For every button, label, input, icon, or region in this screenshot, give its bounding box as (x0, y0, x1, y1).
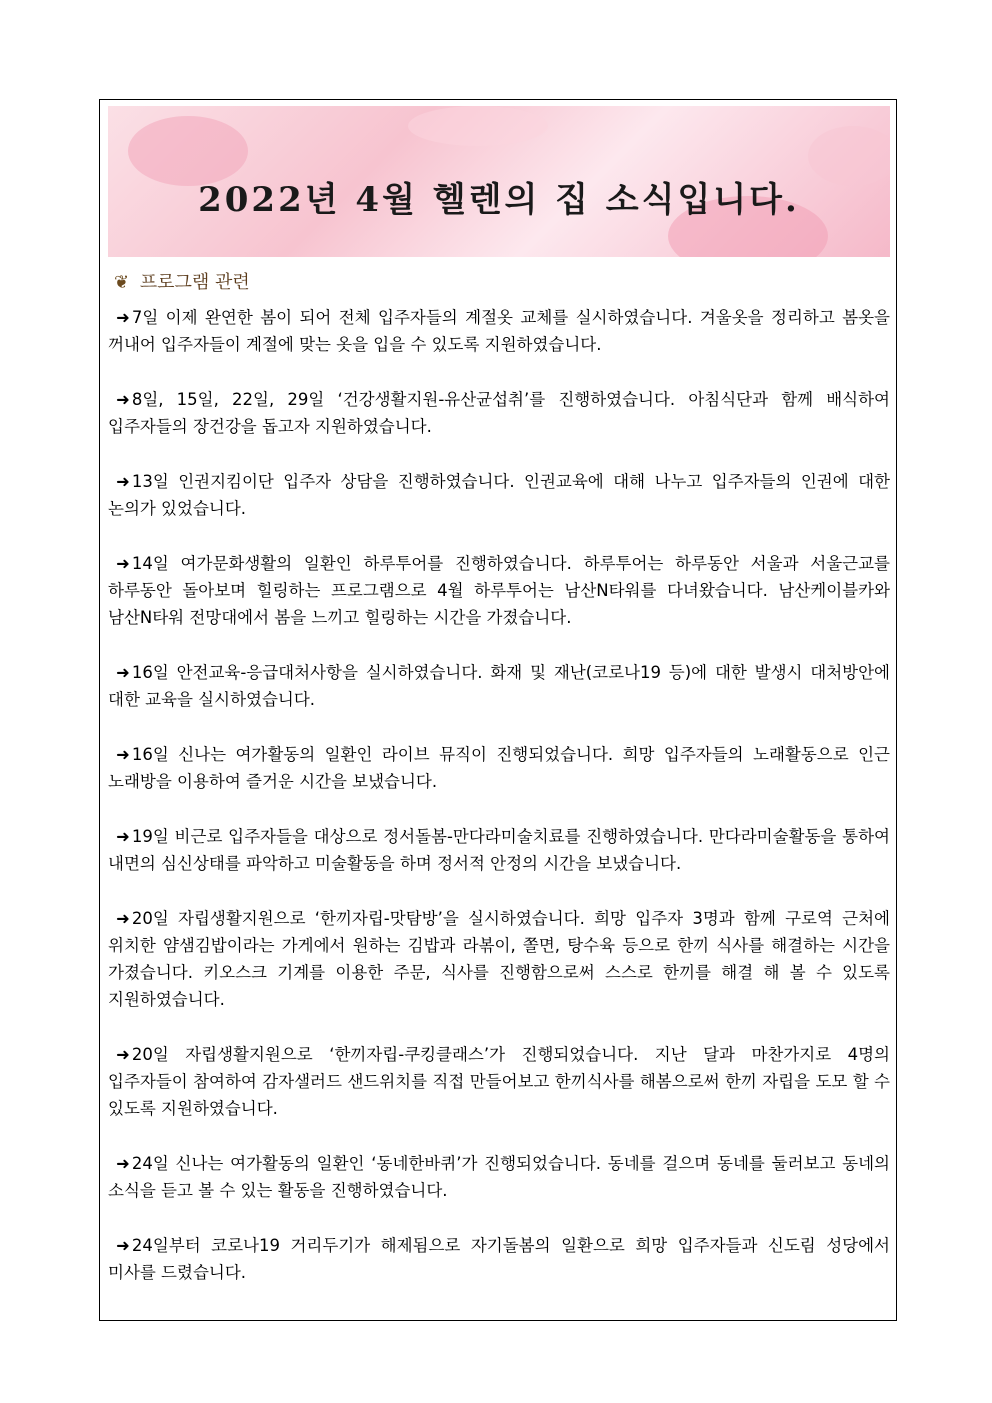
arrow-icon: ➜ (116, 472, 130, 491)
news-item: ➜ 13일 인권지킴이단 입주자 상담을 진행하였습니다. 인권교육에 대해 나누고 입주자들의 인권에 대한 논의가 있었습니다. (108, 468, 890, 522)
banner (108, 106, 890, 257)
news-item: ➜ 16일 안전교육-응급대처사항을 실시하였습니다. 화재 및 재난(코로나19 등)에 대한 발생시 대처방안에 대한 교육을 실시하였습니다. (108, 659, 890, 713)
news-item: ➜ 19일 비근로 입주자들을 대상으로 정서돌봄-만다라미술치료를 진행하였습니다. 만다라미술활동을 통하여 내면의 심신상태를 파악하고 미술활동을 하며 정서적 안정의 시간을 보냈습니다. (108, 823, 890, 877)
arrow-icon: ➜ (116, 390, 130, 409)
news-item: ➜ 7일 이제 완연한 봄이 되어 전체 입주자들의 계절옷 교체를 실시하였습니다. 겨울옷을 정리하고 봄옷을 꺼내어 입주자들이 계절에 맞는 옷을 입을 수 있도록 지원하였습니다. (108, 304, 890, 358)
arrow-icon: ➜ (116, 1236, 130, 1255)
news-item: ➜ 14일 여가문화생활의 일환인 하루투어를 진행하였습니다. 하루투어는 하루동안 서울과 서울근교를 하루동안 돌아보며 힐링하는 프로그램으로 4월 하루투어는 남산N타워를 다녀왔습니다. 남산케이블카와 남산N타워 전망대에서 봄을 느끼고 힐링하는 시간을 가졌습니다. (108, 550, 890, 631)
arrow-icon: ➜ (116, 554, 130, 573)
arrow-icon: ➜ (116, 745, 130, 764)
fleuron-icon: ❦ (114, 272, 130, 293)
news-list (108, 304, 890, 1314)
arrow-icon: ➜ (116, 1045, 130, 1064)
banner-title: 2022년 4월 헬렌의 집 소식입니다. (198, 180, 800, 220)
arrow-icon: ➜ (116, 308, 130, 327)
news-item: ➜ 24일 신나는 여가활동의 일환인 ‘동네한바퀴’가 진행되었습니다. 동네를 걸으며 동네를 둘러보고 동네의 소식을 듣고 볼 수 있는 활동을 진행하였습니다. (108, 1150, 890, 1204)
section-label: 프로그램 관련 (139, 272, 250, 293)
blossom-decoration (408, 106, 548, 146)
arrow-icon: ➜ (116, 909, 130, 928)
news-item: ➜ 8일, 15일, 22일, 29일 ‘건강생활지원-유산균섭취’를 진행하였습니다. 아침식단과 함께 배식하여 입주자들의 장건강을 돕고자 지원하였습니다. (108, 386, 890, 440)
news-item: ➜ 20일 자립생활지원으로 ‘한끼자립-맛탐방’을 실시하였습니다. 희망 입주자 3명과 함께 구로역 근처에 위치한 얌샘김밥이라는 가게에서 원하는 김밥과 라볶이, 쫄면, 탕수육 등으로 한끼 식사를 해결하는 시간을 가졌습니다. 키오스크 기계를 이용한 주문, 식사를 진행함으로써 스스로 한끼를 해결 해 볼 수 있도록 지원하였습니다. (108, 905, 890, 1013)
news-item: ➜ 24일부터 코로나19 거리두기가 해제됨으로 자기돌봄의 일환으로 희망 입주자들과 신도림 성당에서 미사를 드렸습니다. (108, 1232, 890, 1286)
arrow-icon: ➜ (116, 827, 130, 846)
arrow-icon: ➜ (116, 1154, 130, 1173)
newsletter-frame (99, 99, 897, 1321)
news-item: ➜ 20일 자립생활지원으로 ‘한끼자립-쿠킹클래스’가 진행되었습니다. 지난 달과 마찬가지로 4명의 입주자들이 참여하여 감자샐러드 샌드위치를 직접 만들어보고 한끼식사를 해봄으로써 한끼 자립을 도모 할 수 있도록 지원하였습니다. (108, 1041, 890, 1122)
news-item: ➜ 16일 신나는 여가활동의 일환인 라이브 뮤직이 진행되었습니다. 희망 입주자들의 노래활동으로 인근 노래방을 이용하여 즐거운 시간을 보냈습니다. (108, 741, 890, 795)
section-heading (114, 268, 250, 294)
arrow-icon: ➜ (116, 663, 130, 682)
